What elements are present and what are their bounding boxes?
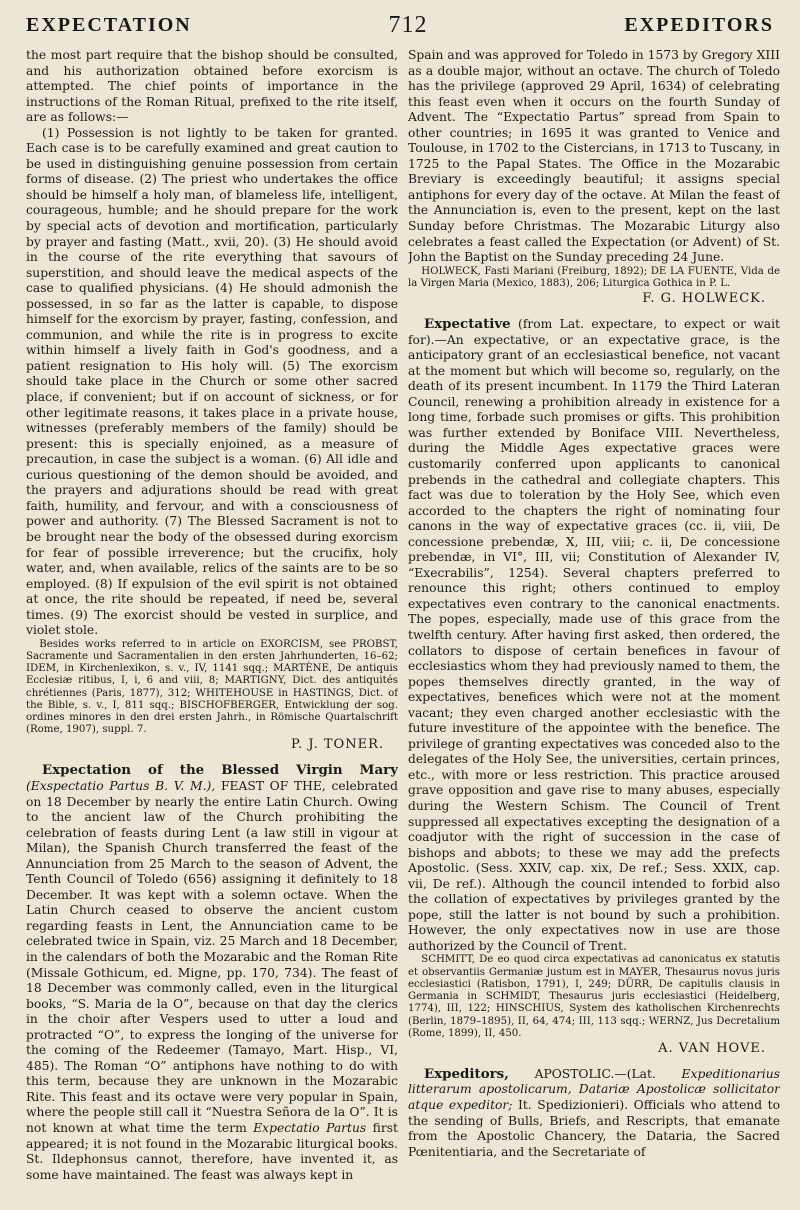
entry-body-b: It. Spedizionieri). Officials who attend to the sending of Bulls, Briefs, and Rescripts, that emanate from the Apostolic Chancery, the Dataria, the Sacred Pœnitentiaria, and the Secretariate of (408, 1098, 780, 1159)
exorcism-para-2: (1) Possession is not lightly to be taken for granted. Each case is to be carefully examined and great caution to be used in distinguishing genuine possession from certain forms of disease. (2) The priest who undertakes the office should be himself a holy man, of blameless life, intelligent, courageous, humble; and he should prepare for the work by special acts of devotion and mortification, particularly by prayer and fasting (Matt., xvii, 20). (3) He should avoid in the course of the rite everything that savours of superstition, and should leave the medical aspects of the case to qualified physicians. (4) He should admonish the possessed, in so far as the latter is capable, to dispose himself for the exorcism by prayer, fasting, confession, and communion, and while the rite is in progress to excite within himself a lively faith in God's goodness, and a patient resignation to His holy will. (5) The exorcism should take place in the Church or some other sacred place, if convenient; but if on account of sickness, or for other legitimate reasons, it takes place in a private house, witnesses (preferably members of the family) should be present: this is specially enjoined, as a measure of precaution, in case the subject is a woman. (6) All idle and curious questioning of the demon should be avoided, and the prayers and adjurations should be read with great faith, humility, and fervour, and with a consciousness of power and authority. (7) The Blessed Sacrament is not to be brought near the body of the obsessed during exorcism for fear of possible irreverence; but the crucifix, holy water, and, when available, relics of the saints are to be so employed. (8) If expulsion of the evil spirit is not obtained at once, the rite should be repeated, if need be, several times. (9) The exorcist should be vested in surplice, and violet stole. (26, 125, 398, 638)
running-header (26, 10, 774, 40)
entry-headword: Expectative (423, 316, 511, 333)
author-signature-holweck: F. G. HOLWECK. (642, 291, 766, 307)
expectation-references: HOLWECK, Fasti Mariani (Freiburg, 1892); DE LA FUENTE, Vida de la Virgen Maria (Mexico, 1883), 206; Liturgica Gothica in P. L. (408, 265, 780, 289)
entry-headword: Expeditors, (423, 1065, 509, 1082)
exorcism-para-1: the most part require that the bishop should be consulted, and his authorization obtained before exorcism is attempted. The chief points of importance in the instructions of the Roman Ritual, prefixed to the rite itself, are as follows:— (26, 48, 398, 125)
expectation-entry (26, 763, 398, 1183)
entry-body-a: celebrated on 18 December by nearly the entire Latin Church. Owing to the ancient law of the Church prohibiting the celebration of feasts during Lent (a law still in vigour at Milan), the Spanish Church transferred the feast of the Annunciation from 25 March to the season of Advent, the Tenth Council of Toledo (656) assigning it definitely to 18 December. It was kept with a solemn octave. When the Latin Church ceased to observe the ancient custom regarding feasts in Lent, the Annunciation came to be celebrated twice in Spain, viz. 25 March and 18 December, in the calendars of both the Mozarabic and the Roman Rite (Missale Gothicum, ed. Migne, pp. 170, 734). The feast of 18 December was commonly called, even in the liturgical books, “S. Maria de la O”, because on that day the clerics in the choir after Vespers used to utter a loud and protracted “O”, to express the longing of the universe for the coming of the Redeemer (Tamayo, Mart. Hisp., VI, 485). The Roman “O” antiphons have nothing to do with this term, because they are unknown in the Mozarabic Rite. This feast and its octave were very popular in Spain, where the people still call it “Nuestra Señora de la O”. It is not known at what time the term (26, 778, 398, 1135)
entry-latin-title: (Exspectatio Partus B. V. M.), (26, 778, 216, 793)
expectative-references: SCHMITT, De eo quod circa expectativas ad canonicatus ex statutis et observantiis Germaniæ justum est in MAYER, Thesaurus novus juris ecclesiastici (Ratisbon, 1791), I, 249; DÜRR, De capitulis clausis in Germania in SCHMIDT, Thesaurus juris ecclesiastici (Heidelberg, 1774), III, 122; HINSCHIUS, System des katholischen Kirchenrechts (Berlin, 1879–1895), II, 64, 474; III, 113 sqq.; WERNZ, Jus Decretalium (Rome, 1899), II, 450. (408, 954, 780, 1039)
header-right-word: EXPEDITORS (624, 13, 774, 36)
entry-body-italic: Expectatio Partus (253, 1120, 367, 1135)
expectative-entry (408, 317, 780, 954)
entry-subtitle: FEAST OF THE, (220, 778, 326, 793)
exorcism-references: Besides works referred to in article on EXORCISM, see PROBST, Sacramente und Sacramentalien in den ersten Jahrhunderten, 16–62; IDEM, in Kirchenlexikon, s. v., IV, 1141 sqq.; MARTÈNE, De antiquis Ecclesiæ ritibus, I, i, 6 and viii, 8; MARTIGNY, Dict. des antiquités chrétiennes (Paris, 1877), 312; WHITEHOUSE in HASTINGS, Dict. of the Bible, s. v., I, 811 sqq.; BISCHOFBERGER, Entwicklung der sog. ordines minores in den drei ersten Jahrh., in Römische Quartalschrift (Rome, 1907), suppl. 7. (26, 638, 398, 736)
page-number: 712 (388, 11, 428, 38)
entry-subtitle: APOSTOLIC. (534, 1066, 615, 1081)
header-left-word: EXPECTATION (26, 13, 192, 36)
expeditors-entry (408, 1067, 780, 1160)
entry-body: (from Lat. expectare, to expect or wait for).—An expectative, or an expectative grace, is the anticipatory grant of an ecclesiastical benefice, not vacant at the moment but which will become so, regularly, on the death of its present incumbent. In 1179 the Third Lateran Council, renewing a prohibition already in existence for a long time, forbade such promises or gifts. This prohibition was further extended by Boniface VIII. Nevertheless, during the Middle Ages expectative graces were customarily conferred upon applicants to canonical prebends in the cathedral and collegiate chapters. This fact was due to toleration by the Holy See, which even accorded to the chapters the right of nominating four canons in the way of expectative graces (cc. ii, viii, De concessione prebendæ, X, III, viii; c. ii, De concessione prebendæ, in VI°, III, vii; Constitution of Alexander IV, “Execrabilis”, 1254). Several chapters preferred to renounce this right; others continued to employ expectatives even contrary to the canonical enactments. The popes, especially, made use of this grace from the twelfth century. After having first asked, then ordered, the collators to dispose of certain benefices in favour of ecclesiastics whom they had previously named to them, the popes themselves directly granted, in the way of expectatives, benefices which were not at the moment vacant; they even charged another ecclesiastic with the future investiture of the appointee with the benefice. The privilege of granting expectatives was conceded also to the delegates of the Holy See, the universities, certain princes, etc., with more or less restriction. This practice aroused grave opposition and gave rise to many abuses, especially during the Western Schism. The Council of Trent suppressed all expectatives excepting the designation of a coadjutor with the right of succession in the case of bishops and abbots; to these we may add the prefects Apostolic. (Sess. XXIV, cap. xix, De ref.; Sess. XXIX, cap. vii, De ref.). Although the council intended to forbid also the collation of expectatives by privileges granted by the pope, still the latter is not bound by such a prohibition. However, the only expectatives now in use are those authorized by the Council of Trent. (408, 317, 780, 953)
expectation-continuation: Spain and was approved for Toledo in 1573 by Gregory XIII as a double major, without an octave. The church of Toledo has the privilege (approved 29 April, 1634) of celebrating this feast even when it occurs on the fourth Sunday of Advent. The “Expectatio Partus” spread from Spain to other countries; in 1695 it was granted to Venice and Toulouse, in 1702 to the Cistercians, in 1713 to Tuscany, in 1725 to the Papal States. The Office in the Mozarabic Breviary is exceedingly beautiful; it assigns special antiphons for every day of the octave. At Milan the feast of the Annunciation is, even to the present, kept on the last Sunday before Christmas. The Mozarabic Liturgy also celebrates a feast called the Expectation (or Advent) of St. John the Baptist on the Sunday preceding 24 June. (408, 48, 780, 265)
entry-body-b: first appeared; it is not found in the Mozarabic liturgical books. St. Ildephonsus cannot, therefore, have invented it, as some have maintained. The feast was always kept in (26, 1120, 398, 1182)
left-column (26, 48, 398, 1204)
author-signature-toner: P. J. TONER. (291, 737, 384, 753)
right-column (408, 48, 780, 1204)
entry-body-italic: Expeditionarius litterarum apostolicarum, Datariæ Apostolicæ sollicitator atque expeditor; (408, 1066, 780, 1112)
entry-headword: Expectation of the Blessed Virgin Mary (41, 762, 398, 779)
entry-body-a: —(Lat. (614, 1066, 656, 1081)
author-signature-van-hove: A. VAN HOVE. (658, 1040, 766, 1056)
